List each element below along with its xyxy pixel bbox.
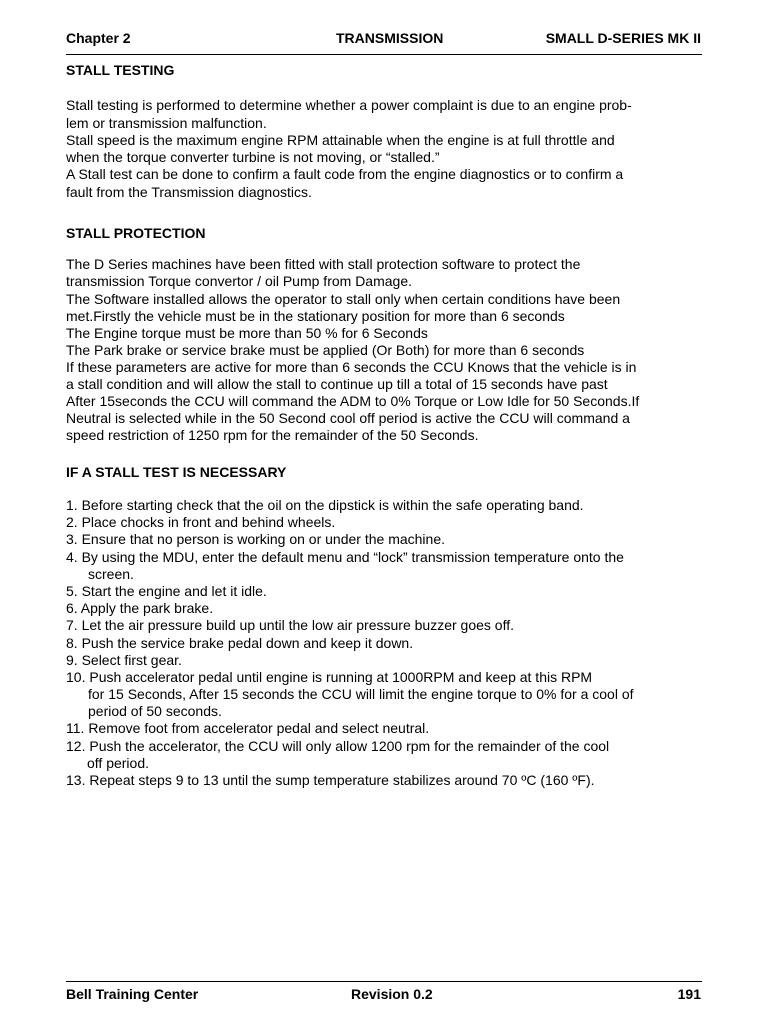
- list-item: 7. Let the air pressure build up until the low air pressure buzzer goes off.: [66, 617, 514, 634]
- body-line: fault from the Transmission diagnostics.: [66, 184, 312, 200]
- body-line: The Park brake or service brake must be applied (Or Both) for more than 6 seconds: [66, 342, 585, 358]
- body-line: met.Firstly the vehicle must be in the stationary position for more than 6 seconds: [66, 308, 565, 324]
- list-item: 6. Apply the park brake.: [66, 600, 214, 617]
- list-item-continuation: off period.: [87, 754, 150, 771]
- page-header: [66, 30, 702, 50]
- list-item: 3. Ensure that no person is working on or under the machine.: [66, 531, 445, 548]
- body-line: lem or transmission malfunction.: [66, 115, 267, 131]
- body-line: Stall speed is the maximum engine RPM attainable when the engine is at full throttle and: [66, 132, 615, 148]
- stall-test-steps-list: [66, 497, 702, 789]
- list-item: 5. Start the engine and let it idle.: [66, 582, 267, 599]
- stall-protection-heading: STALL PROTECTION: [66, 225, 206, 241]
- list-item: 12. Push the accelerator, the CCU will only allow 1200 rpm for the remainder of the cool: [66, 737, 610, 754]
- list-item: 8. Push the service brake pedal down and keep it down.: [66, 634, 414, 651]
- footer-organization: Bell Training Center: [66, 986, 199, 1002]
- list-item: 13. Repeat steps 9 to 13 until the sump temperature stabilizes around 70 ºC (160 ºF).: [66, 772, 595, 788]
- list-item-continuation: screen.: [88, 565, 134, 582]
- footer-rule: [66, 981, 702, 982]
- body-line: The Engine torque must be more than 50 % for 6 Seconds: [66, 325, 428, 341]
- header-chapter: Chapter 2: [66, 30, 131, 46]
- body-line: a stall condition and will allow the stall to continue up till a total of 15 seconds have past: [66, 376, 608, 392]
- body-line: After 15seconds the CCU will command the ADM to 0% Torque or Low Idle for 50 Seconds.If: [66, 393, 640, 409]
- body-line: The D Series machines have been fitted with stall protection software to protect the: [66, 256, 581, 272]
- body-line: Neutral is selected while in the 50 Second cool off period is active the CCU will command a: [66, 410, 630, 426]
- list-item: 10. Push accelerator pedal until engine is running at 1000RPM and keep at this RPM: [66, 668, 593, 685]
- body-line: when the torque converter turbine is not moving, or “stalled.”: [66, 149, 440, 165]
- list-item: 11. Remove foot from accelerator pedal and select neutral.: [66, 720, 430, 737]
- stall-testing-heading: STALL TESTING: [66, 62, 175, 78]
- list-item: 9. Select first gear.: [66, 651, 182, 668]
- list-item-continuation: period of 50 seconds.: [88, 703, 222, 720]
- list-item-continuation: for 15 Seconds, After 15 seconds the CCU will limit the engine torque to 0% for a cool of: [88, 686, 634, 703]
- stall-testing-body: [66, 97, 702, 201]
- body-line: If these parameters are active for more than 6 seconds the CCU Knows that the vehicle is in: [66, 359, 637, 375]
- body-line: transmission Torque convertor / oil Pump from Damage.: [66, 273, 412, 289]
- document-page: [66, 0, 702, 1024]
- list-item: 4. By using the MDU, enter the default menu and “lock” transmission temperature onto the: [66, 548, 624, 565]
- body-line: The Software installed allows the operator to stall only when certain conditions have been: [66, 291, 621, 307]
- header-model: SMALL D-SERIES MK II: [545, 30, 701, 46]
- stall-protection-body: [66, 256, 702, 444]
- body-line: A Stall test can be done to confirm a fault code from the engine diagnostics or to confirm a: [66, 166, 624, 182]
- page-number: 191: [677, 986, 701, 1002]
- list-item: 2. Place chocks in front and behind wheels.: [66, 514, 336, 531]
- footer-revision: Revision 0.2: [351, 986, 433, 1002]
- stall-test-steps-heading: IF A STALL TEST IS NECESSARY: [66, 464, 287, 480]
- header-rule: [66, 54, 702, 55]
- body-line: speed restriction of 1250 rpm for the remainder of the 50 Seconds.: [66, 427, 479, 443]
- header-section: TRANSMISSION: [336, 30, 444, 46]
- list-item: 1. Before starting check that the oil on the dipstick is within the safe operating band.: [66, 497, 584, 513]
- body-line: Stall testing is performed to determine whether a power complaint is due to an engine prob-: [66, 97, 632, 113]
